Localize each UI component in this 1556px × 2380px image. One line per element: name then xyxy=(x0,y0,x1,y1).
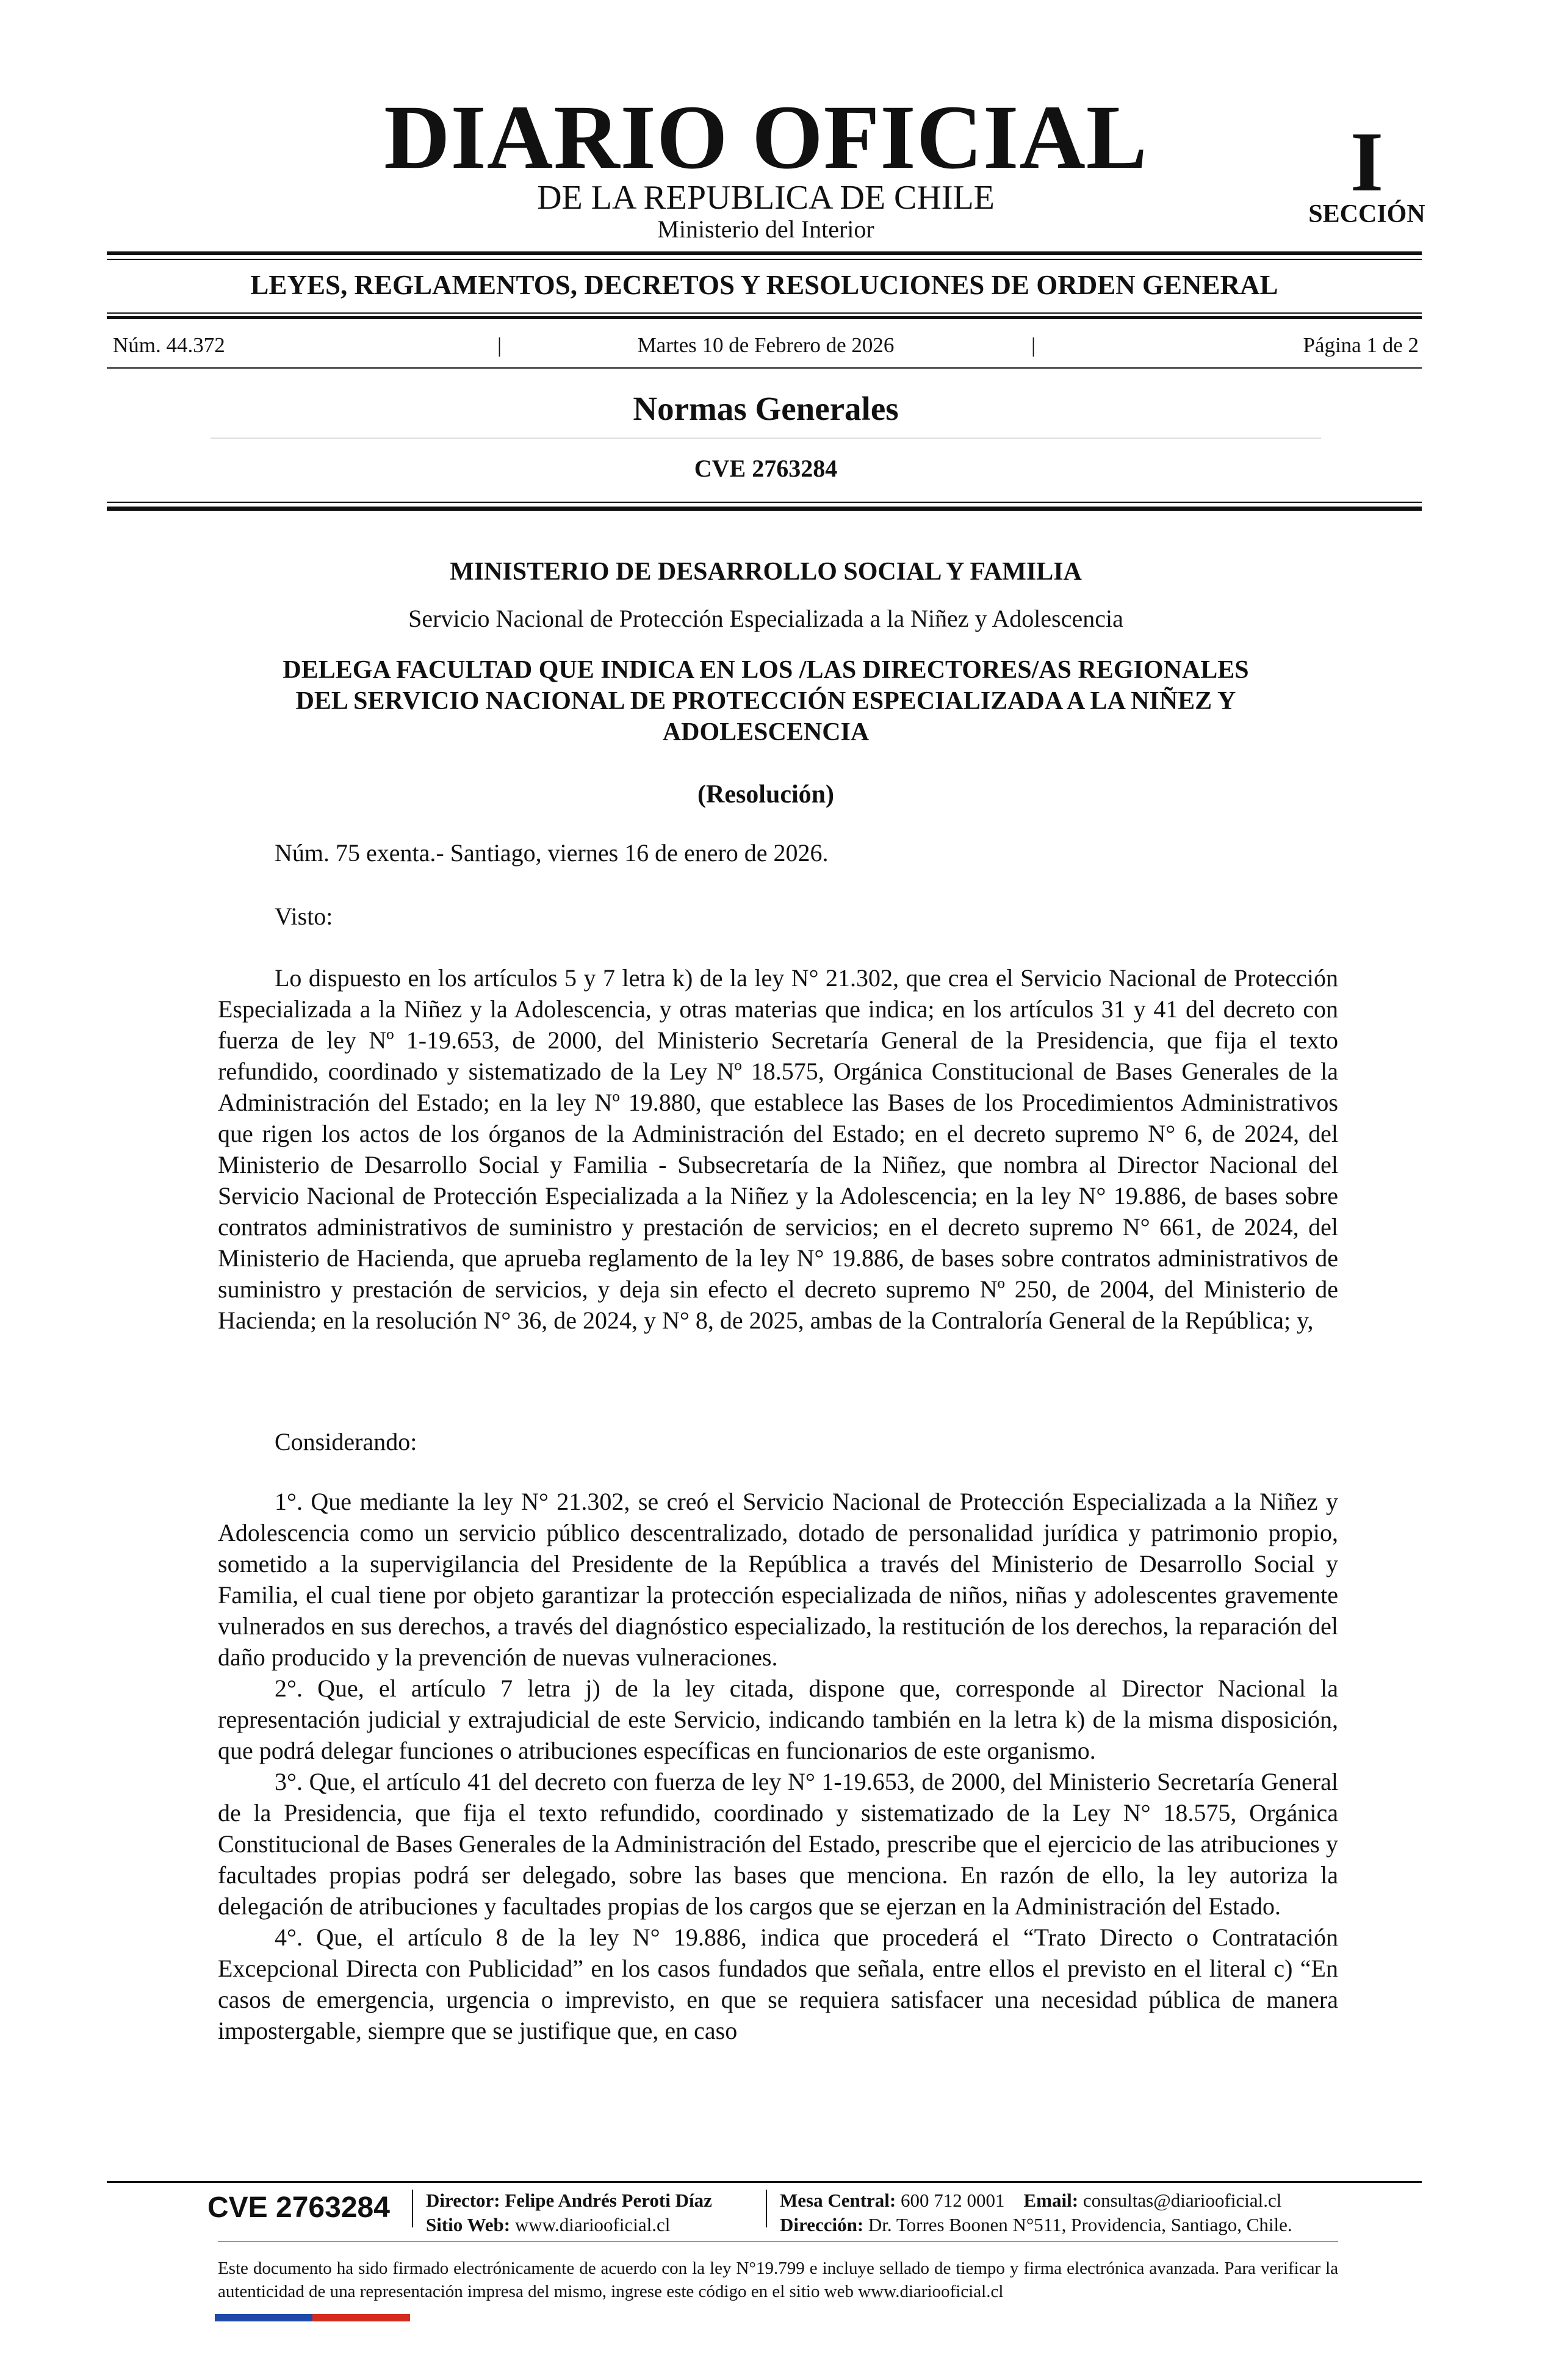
considerando-list xyxy=(218,1486,1338,2046)
footer-contact-block xyxy=(780,2188,1292,2237)
issue-page: Página 1 de 2 xyxy=(1303,333,1419,357)
phone-number: 600 712 0001 xyxy=(901,2190,1005,2211)
issue-date: Martes 10 de Febrero de 2026 xyxy=(637,333,895,357)
resolution-title-line: DEL SERVICIO NACIONAL DE PROTECCIÓN ESPECIALIZADA A LA NIÑEZ Y xyxy=(295,687,1236,715)
issue-separator: | xyxy=(1031,333,1036,357)
footer-cve: CVE 2763284 xyxy=(207,2191,390,2224)
section-heading: Normas Generales xyxy=(633,390,899,427)
resolution-title xyxy=(107,655,1425,748)
resolution-title-line: ADOLESCENCIA xyxy=(662,718,870,746)
document-type: (Resolución) xyxy=(697,781,834,809)
considerando-item: 1°. Que mediante la ley N° 21.302, se creó el Servicio Nacional de Protección Especializada a la Niñez y Adolescencia como un servicio público descentralizado, dotado de personalidad jurídica y patrimonio propio, sometido a la supervigilancia del Presidente de la República a través del Ministerio de Desarrollo Social y Familia, el cual tiene por objeto garantizar la protección especializada de niños, niñas y adolescentes gravemente vulnerados en sus derechos, a través del diagnóstico especializado, la restitución de los derechos, la reparación del daño producido y la prevención de nuevas vulneraciones. xyxy=(218,1488,1338,1671)
email-label: Email: xyxy=(1023,2190,1079,2211)
considerando-item: 2°. Que, el artículo 7 letra j) de la ley citada, dispone que, corresponde al Director Nacional la representación judicial y extrajudicial de este Servicio, indicando también en la letra k) de la misma disposición, que podrá delegar funciones o atribuciones específicas en funcionarios de este organismo. xyxy=(218,1675,1338,1764)
address-text: Dr. Torres Boonen N°511, Providencia, Santiago, Chile. xyxy=(868,2214,1292,2235)
considerando-item: 3°. Que, el artículo 41 del decreto con fuerza de ley N° 1-19.653, de 2000, del Ministerio Secretaría General de la Presidencia, que fija el texto refundido, coordinado y sistematizado de la Ley N° 18.575, Orgánica Constitucional de Bases Generales de la Administración del Estado, prescribe que el ejercicio de las atribuciones y facultades propias podrá ser delegado, sobre las bases que menciona. En razón de ello, la ley autoriza la delegación de atribuciones y facultades propias de los cargos que se ejerzan en la Administración del Estado. xyxy=(218,1768,1338,1920)
header-rule-thin xyxy=(107,502,1422,503)
resolution-number-line: Núm. 75 exenta.- Santiago, viernes 16 de enero de 2026. xyxy=(275,839,829,867)
issue-separator: | xyxy=(497,333,502,357)
category-heading: LEYES, REGLAMENTOS, DECRETOS Y RESOLUCIONES DE ORDEN GENERAL xyxy=(250,270,1278,300)
newspaper-subtitle: DE LA REPUBLICA DE CHILE xyxy=(537,179,995,217)
masthead-rule-thin xyxy=(107,259,1422,260)
issuing-service: Servicio Nacional de Protección Especializada a la Niñez y Adolescencia xyxy=(408,605,1123,632)
issue-number: Núm. 44.372 xyxy=(113,333,225,357)
footer-rule xyxy=(107,2181,1422,2183)
masthead-ministry: Ministerio del Interior xyxy=(657,215,874,243)
director-label: Director: xyxy=(426,2190,500,2211)
issuing-ministry: MINISTERIO DE DESARROLLO SOCIAL Y FAMILIA xyxy=(450,558,1082,586)
section-divider xyxy=(211,438,1321,439)
footer-separator xyxy=(412,2190,413,2227)
visto-paragraph xyxy=(218,962,1338,1336)
section-label: SECCIÓN xyxy=(1308,200,1425,228)
category-rule-bottom xyxy=(107,316,1422,319)
resolution-title-line: DELEGA FACULTAD QUE INDICA EN LOS /LAS DIRECTORES/AS REGIONALES xyxy=(283,656,1249,684)
footer-separator xyxy=(766,2190,767,2227)
visto-label: Visto: xyxy=(275,903,333,930)
considerando-item: 4°. Que, el artículo 8 de la ley N° 19.886, indica que procederá el “Trato Directo o Contratación Excepcional Directa con Publicidad” en los casos fundados que señala, entre ellos el previsto en el literal c) “En casos de emergencia, urgencia o imprevisto, en que se requiera satisfacer una necesidad pública de manera impostergable, siempre que se justifique que, en caso xyxy=(218,1924,1338,2044)
flag-stripe-red xyxy=(312,2314,410,2321)
signature-notice: Este documento ha sido firmado electrónicamente de acuerdo con la ley N°19.799 e incluye sellado de tiempo y firma electrónica avanzada. Para verificar la autenticidad de una representación impresa del mismo, ingrese este código en el sitio web www.diariooficial.cl xyxy=(218,2259,1338,2301)
director-name: Felipe Andrés Peroti Díaz xyxy=(505,2190,712,2211)
site-link[interactable]: www.diariooficial.cl xyxy=(514,2214,671,2235)
category-rule-top xyxy=(107,312,1422,314)
considerando-label: Considerando: xyxy=(275,1428,417,1455)
footer-divider xyxy=(218,2241,1338,2242)
site-label: Sitio Web: xyxy=(426,2214,511,2235)
cve-heading: CVE 2763284 xyxy=(694,455,838,482)
section-number: I xyxy=(1350,115,1384,209)
newspaper-title: DIARIO OFICIAL xyxy=(384,87,1148,188)
phone-label: Mesa Central: xyxy=(780,2190,896,2211)
address-label: Dirección: xyxy=(780,2214,864,2235)
footer-director-block xyxy=(426,2188,712,2237)
visto-text: Lo dispuesto en los artículos 5 y 7 letra k) de la ley N° 21.302, que crea el Servicio Nacional de Protección Especializada a la Niñez y la Adolescencia, y otras materias que indica; en los artículos 31 y 41 del decreto con fuerza de ley Nº 1-19.653, de 2000, del Ministerio Secretaría General de la Presidencia, que fija el texto refundido, coordinado y sistematizado de la Ley Nº 18.575, Orgánica Constitucional de Bases Generales de la Administración del Estado; en la ley Nº 19.880, que establece las Bases de los Procedimientos Administrativos que rigen los actos de los órganos de la Administración del Estado; en el decreto supremo N° 6, de 2024, del Ministerio de Desarrollo Social y Familia - Subsecretaría de la Niñez, que nombra al Director Nacional del Servicio Nacional de Protección Especializada a la Niñez y la Adolescencia; en la ley N° 19.886, de bases sobre contratos administrativos de suministro y prestación de servicios; en el decreto supremo N° 661, de 2024, del Ministerio de Hacienda, que aprueba reglamento de la ley N° 19.886, de bases sobre contratos administrativos de suministro y prestación de servicios, y deja sin efecto el decreto supremo Nº 250, de 2004, del Ministerio de Hacienda; en la resolución N° 36, de 2024, y N° 8, de 2025, ambas de la Contraloría General de la República; y, xyxy=(218,964,1338,1334)
flag-stripe-blue xyxy=(215,2314,312,2321)
email-link[interactable]: consultas@diariooficial.cl xyxy=(1082,2190,1282,2211)
issue-rule xyxy=(107,367,1422,369)
header-rule-thick xyxy=(107,507,1422,511)
masthead-rule-thick xyxy=(107,251,1422,255)
